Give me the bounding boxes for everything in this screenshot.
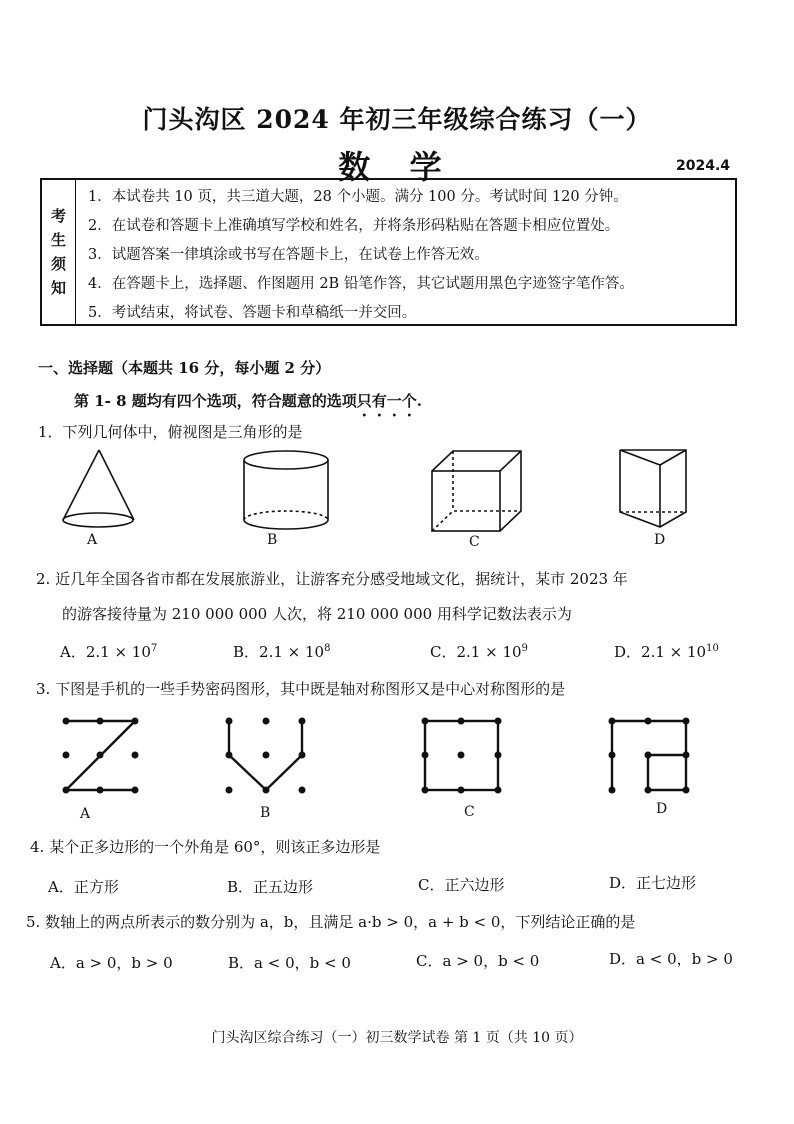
- option-exponent: 9: [521, 643, 528, 654]
- q5-option-d: D．a < 0，b > 0: [609, 950, 733, 968]
- q4-option-c: C．正六边形: [418, 876, 505, 894]
- notice-label-char: 生: [50, 231, 66, 249]
- option-base: 2.1 × 10: [259, 643, 325, 661]
- exam-date: 2024.4: [676, 158, 731, 174]
- q1-label-c: C: [469, 534, 480, 550]
- instruction-text: 第 1- 8 题均有四个选项，符合题意的选项: [74, 392, 357, 410]
- q5-option-b: B．a < 0，b < 0: [228, 954, 351, 972]
- notice-label: [42, 180, 76, 324]
- question-2-stem-2: 的游客接待量为 210 000 000 人次，将 210 000 000 用科学记数法表示为: [62, 605, 572, 623]
- option-exponent: 10: [706, 643, 719, 654]
- question-3-stem: 3. 下图是手机的一些手势密码图形，其中既是轴对称图形又是中心对称图形的是: [36, 680, 566, 698]
- q1-label-d: D: [654, 532, 666, 548]
- q1-solids-figure: [0, 440, 794, 540]
- exam-title: 门头沟区 2024 年初三年级综合练习（一）: [142, 105, 652, 134]
- notice-item: 1．本试卷共 10 页，共三道大题，28 个小题。满分 100 分。考试时间 120 分钟。: [88, 189, 628, 205]
- q3-patterns-figure: [0, 705, 794, 800]
- option-base: 2.1 × 10: [85, 643, 151, 661]
- q2-option-c: [430, 641, 528, 662]
- option-label: A．: [60, 643, 86, 661]
- section-heading: 一、选择题（本题共 16 分，每小题 2 分）: [38, 359, 331, 377]
- instruction-emphasis: 只有一个: [356, 392, 417, 410]
- option-label: D．: [614, 643, 642, 661]
- notice-item: 2．在试卷和答题卡上准确填写学校和姓名，并将条形码粘贴在答题卡相应位置处。: [88, 218, 620, 234]
- notice-item: 3．试题答案一律填涂或书写在答题卡上，在试卷上作答无效。: [88, 247, 489, 263]
- option-exponent: 7: [150, 643, 158, 654]
- q3-label-a: A: [80, 806, 91, 822]
- prism-shape: [620, 450, 686, 527]
- cone-shape: [63, 450, 134, 527]
- notice-label-char: 知: [50, 279, 66, 297]
- section-instruction: [74, 390, 422, 420]
- q5-option-c: C．a > 0，b < 0: [416, 952, 540, 970]
- notice-label-char: 须: [50, 255, 66, 273]
- q2-option-d: [614, 641, 719, 662]
- q3-label-b: B: [260, 805, 271, 821]
- q1-label-b: B: [267, 532, 278, 548]
- question-2-stem-1: 2. 近几年全国各省市都在发展旅游业，让游客充分感受地域文化，据统计，某市 2023 年: [36, 570, 628, 588]
- question-4-stem: 4. 某个正多边形的一个外角是 60°，则该正多边形是: [30, 838, 381, 856]
- instruction-end: .: [416, 392, 423, 410]
- q2-option-a: [60, 641, 157, 662]
- q1-label-a: A: [87, 532, 98, 548]
- q5-option-a: A．a > 0，b > 0: [50, 954, 173, 972]
- option-label: B．: [233, 643, 260, 661]
- notice-item: 5．考试结束，将试卷、答题卡和草稿纸一并交回。: [88, 305, 417, 321]
- option-base: 2.1 × 10: [641, 643, 707, 661]
- question-5-stem: 5. 数轴上的两点所表示的数分别为 a，b，且满足 a·b > 0，a + b < 0，下列结论正确的是: [26, 913, 636, 931]
- q3-label-c: C: [464, 804, 475, 820]
- page-footer: 门头沟区综合练习（一）初三数学试卷 第 1 页（共 10 页）: [211, 1030, 583, 1046]
- subject-title: 数 学: [338, 148, 456, 186]
- q4-option-b: B．正五边形: [227, 878, 314, 896]
- q4-option-d: D．正七边形: [609, 874, 697, 892]
- option-exponent: 8: [324, 643, 331, 654]
- q2-option-b: [233, 641, 330, 662]
- notice-label-char: 考: [50, 207, 66, 225]
- notice-box: [40, 178, 737, 326]
- cylinder-shape: [244, 451, 328, 529]
- q3-label-d: D: [656, 801, 668, 817]
- option-label: C．: [430, 643, 457, 661]
- option-base: 2.1 × 10: [456, 643, 522, 661]
- q4-option-a: A．正方形: [48, 878, 119, 896]
- notice-item: 4．在答题卡上，选择题、作图题用 2B 铅笔作答，其它试题用黑色字迹签字笔作答。: [88, 276, 634, 292]
- question-1-stem: 1．下列几何体中，俯视图是三角形的是: [38, 423, 303, 441]
- cube-shape: [432, 451, 521, 531]
